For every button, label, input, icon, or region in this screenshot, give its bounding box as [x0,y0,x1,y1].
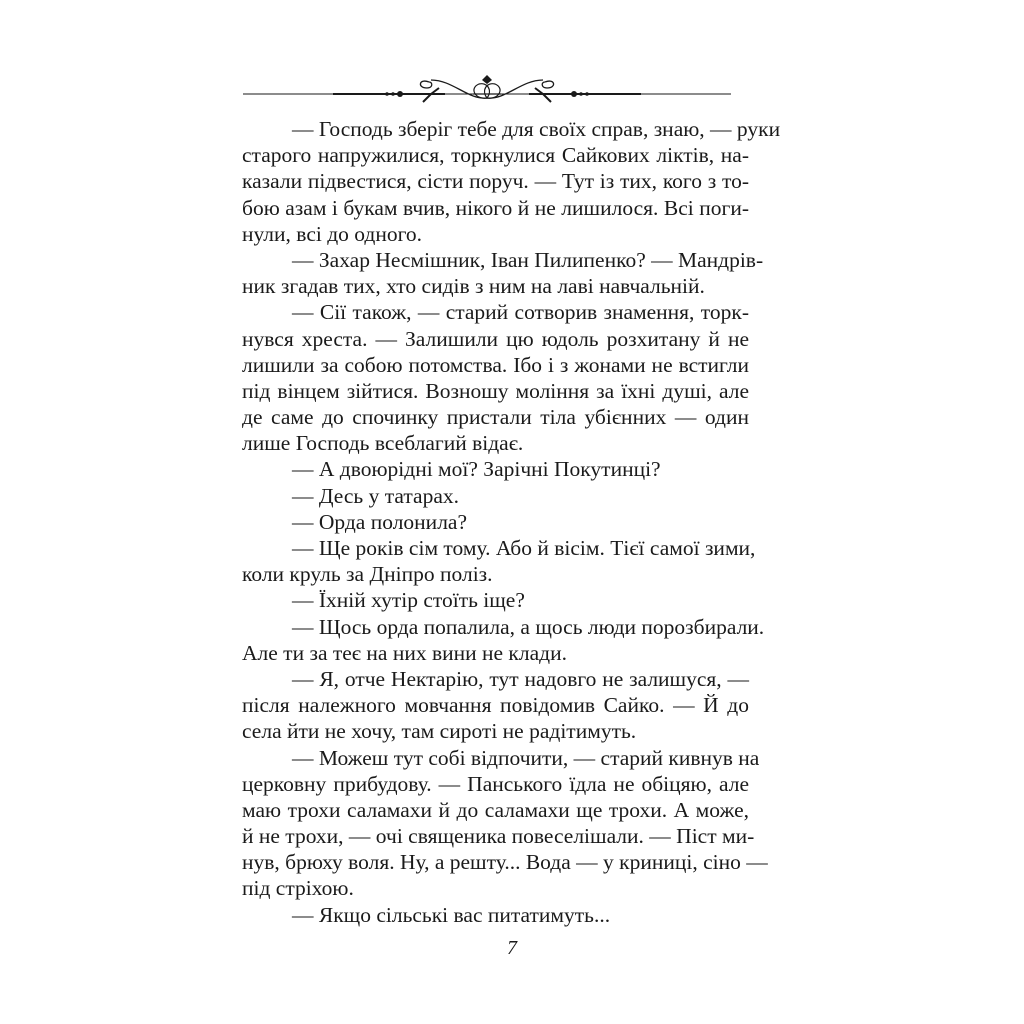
text-line: — Якщо сільські вас питатимуть... [292,902,611,927]
text-line: — Орда полонила? [292,509,468,534]
text-line: — Десь у татарах. [292,483,459,508]
body-text [242,116,781,928]
text-line: маю трохи саламахи й до саламахи ще трохи. А може, [242,797,749,822]
text-line: — Можеш тут собі відпочити, — старий кивнув на [292,745,760,770]
text-line: — Я, отче Нектарію, тут надовго не залишуся, — [292,666,749,691]
text-line: й не трохи, — очі священика повеселішали. — Піст ми- [242,824,755,849]
text-line: нули, всі до одного. [242,221,423,246]
text-line: казали підвестися, сісти поруч. — Тут із тих, кого з то- [242,169,749,194]
text-line: нувся хреста. — Залишили цю юдоль розхитану й не [242,326,749,351]
text-line: бою азам і букам вчив, нікого й не лишилося. Всі поги- [242,195,749,220]
text-line: — Щось орда попалила, а щось люди порозбирали. [292,614,765,639]
text-line: нув, брюху воля. Ну, а решту... Вода — у криниці, сіно — [242,850,768,875]
text-line: під вінцем зійтися. Возношу моління за їхні душі, але [242,378,749,403]
text-line: після належного мовчання повідомив Сайко. — Й до [242,693,749,718]
text-line: церковну прибудову. — Панського їдла не обіцяю, але [242,771,749,796]
text-line: — Їхній хутір стоїть іще? [292,588,525,613]
flourish-divider-icon [243,74,731,108]
text-line: села йти не хочу, там сироті не радітимуть. [242,719,637,744]
text-line: лишили за собою потомства. Ібо і з жонами не встигли [242,352,749,377]
text-line: — Сії також, — старий сотворив знамення, торк- [292,300,749,325]
text-line: старого напружилися, торкнулися Сайкових ліктів, на- [242,143,749,168]
text-line: де саме до спочинку пристали тіла убієнних — один [242,405,749,430]
page-number: 7 [507,937,517,959]
text-line: під стріхою. [242,876,354,901]
text-line: Але ти за теє на них вини не клади. [242,640,567,665]
text-line: лише Господь всеблагий відає. [242,431,524,456]
text-line: ник згадав тих, хто сидів з ним на лаві навчальній. [242,274,705,299]
text-line: коли круль за Дніпро поліз. [242,562,493,587]
text-line: — Захар Несмішник, Іван Пилипенко? — Мандрів- [292,247,764,272]
text-line: — Ще років сім тому. Або й вісім. Тієї самої зими, [292,536,756,560]
text-line: — Господь зберіг тебе для своїх справ, знаю, — руки [292,117,781,141]
text-line: — А двоюрідні мої? Зарічні Покутинці? [292,457,661,482]
